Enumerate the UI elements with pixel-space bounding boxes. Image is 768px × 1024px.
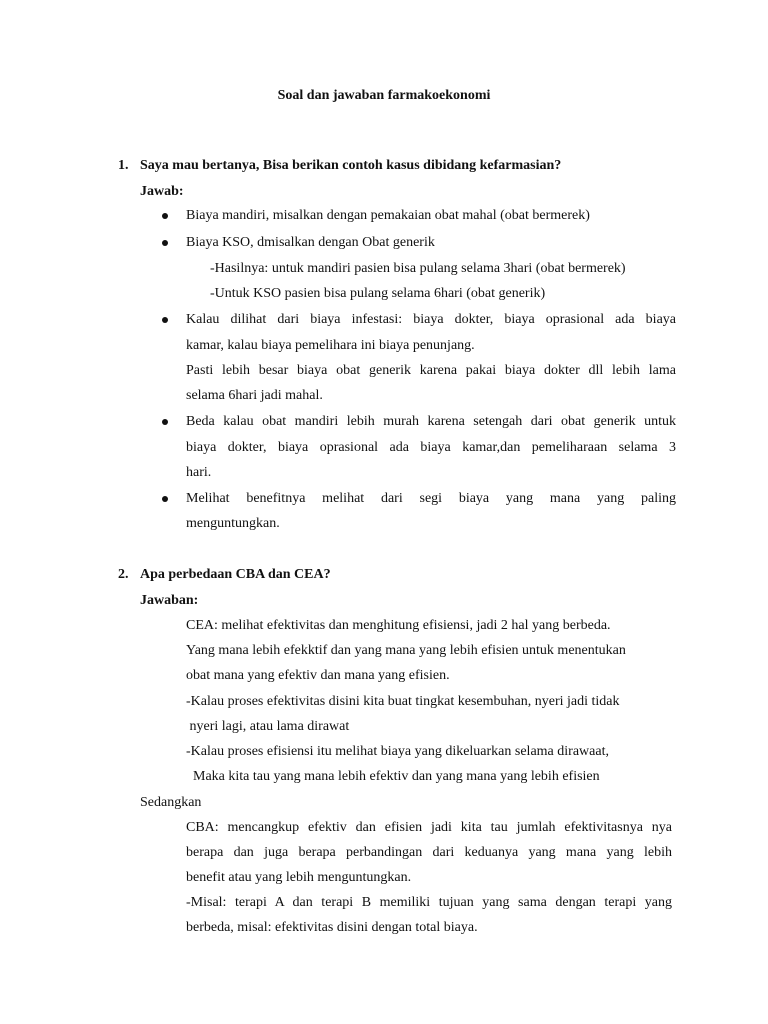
answer-1-bullet-4-line-2: biaya dokter, biaya oprasional ada biaya kamar,dan pemeliharaan selama 3: [186, 440, 676, 455]
answer-1-bullet-1: Biaya mandiri, misalkan dengan pemakaian obat mahal (obat bermerek): [186, 208, 590, 223]
answer-2-cea-line-3: obat mana yang efektiv dan mana yang efisien.: [186, 668, 450, 683]
question-2-text: Apa perbedaan CBA dan CEA?: [140, 567, 331, 582]
answer-1-bullet-3-line-2: kamar, kalau biaya pemelihara ini biaya penunjang.: [186, 338, 475, 353]
answer-1-bullet-3-line-3: Pasti lebih besar biaya obat generik karena pakai biaya dokter dll lebih lama: [186, 363, 676, 378]
answer-1-sub-2: -Untuk KSO pasien bisa pulang selama 6hari (obat generik): [210, 286, 546, 301]
answer-1-sub-1: -Hasilnya: untuk mandiri pasien bisa pulang selama 3hari (obat bermerek): [210, 261, 626, 276]
answer-1-bullet-3-line-4: selama 6hari jadi mahal.: [186, 388, 323, 403]
answer-2-sedangkan: Sedangkan: [140, 795, 202, 810]
answer-2-cba-line-4: -Misal: terapi A dan terapi B memiliki tujuan yang sama dengan terapi yang: [186, 895, 672, 910]
bullet-icon: [162, 496, 168, 502]
answer-2-cba-line-3: benefit atau yang lebih menguntungkan.: [186, 870, 412, 885]
answer-1-bullet-3-line-1: Kalau dilihat dari biaya infestasi: biaya dokter, biaya oprasional ada biaya: [186, 312, 676, 327]
answer-1-bullet-4-line-1: Beda kalau obat mandiri lebih murah karena setengah dari obat generik untuk: [186, 414, 676, 429]
question-2-number: 2.: [118, 567, 129, 582]
answer-2-cea-line-4: -Kalau proses efektivitas disini kita buat tingkat kesembuhan, nyeri jadi tidak: [186, 694, 620, 709]
bullet-icon: [162, 240, 168, 246]
answer-1-bullet-5-line-1: Melihat benefitnya melihat dari segi biaya yang mana yang paling: [186, 491, 676, 506]
answer-2-cea-line-7: Maka kita tau yang mana lebih efektiv dan yang mana yang lebih efisien: [186, 769, 600, 784]
question-1-text: Saya mau bertanya, Bisa berikan contoh kasus dibidang kefarmasian?: [140, 158, 562, 173]
bullet-icon: [162, 213, 168, 219]
answer-2-cba-line-5: berbeda, misal: efektivitas disini dengan total biaya.: [186, 920, 478, 935]
answer-1-bullet-4-line-3: hari.: [186, 465, 212, 480]
answer-2-cba-line-2: berapa dan juga berapa perbandingan dari keduanya yang mana yang lebih: [186, 845, 672, 860]
bullet-icon: [162, 317, 168, 323]
question-1-answer-label: Jawab:: [140, 184, 184, 199]
answer-1-bullet-2: Biaya KSO, dmisalkan dengan Obat generik: [186, 235, 435, 250]
answer-2-cea-line-1: CEA: melihat efektivitas dan menghitung efisiensi, jadi 2 hal yang berbeda.: [186, 618, 611, 633]
question-1-number: 1.: [118, 158, 129, 173]
answer-2-cba-line-1: CBA: mencangkup efektiv dan efisien jadi kita tau jumlah efektivitasnya nya: [186, 820, 672, 835]
answer-2-cea-line-5: nyeri lagi, atau lama dirawat: [186, 719, 350, 734]
answer-2-cea-line-6: -Kalau proses efisiensi itu melihat biaya yang dikeluarkan selama dirawaat,: [186, 744, 609, 759]
bullet-icon: [162, 419, 168, 425]
question-2-answer-label: Jawaban:: [140, 593, 199, 608]
document-title: Soal dan jawaban farmakoekonomi: [277, 88, 491, 103]
answer-1-bullet-5-line-2: menguntungkan.: [186, 516, 280, 531]
answer-2-cea-line-2: Yang mana lebih efekktif dan yang mana yang lebih efisien untuk menentukan: [186, 643, 626, 658]
